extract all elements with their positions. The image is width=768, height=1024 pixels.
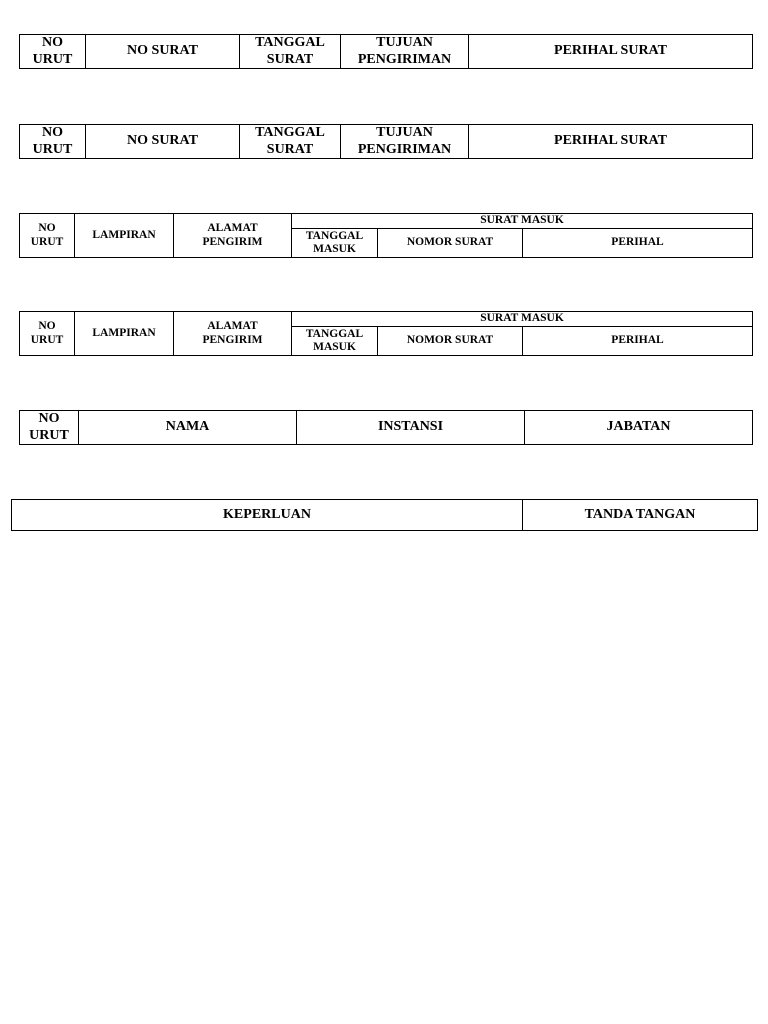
header-keperluan: KEPERLUAN bbox=[12, 500, 523, 531]
header-no-urut: NO URUT bbox=[20, 214, 75, 258]
header-lampiran: LAMPIRAN bbox=[75, 214, 174, 258]
header-no-surat: NO SURAT bbox=[86, 125, 240, 159]
surat-keluar-table-1 bbox=[19, 34, 753, 69]
header-no-urut: NO URUT bbox=[20, 312, 75, 356]
header-jabatan: JABATAN bbox=[525, 411, 753, 445]
header-no-urut: NO URUT bbox=[20, 411, 79, 445]
header-nama: NAMA bbox=[79, 411, 297, 445]
header-lampiran: LAMPIRAN bbox=[75, 312, 174, 356]
header-no-urut: NO URUT bbox=[20, 35, 86, 69]
header-instansi: INSTANSI bbox=[297, 411, 525, 445]
header-perihal-surat: PERIHAL SURAT bbox=[469, 125, 753, 159]
header-row bbox=[20, 125, 753, 159]
tamu-table bbox=[19, 410, 753, 445]
header-tujuan-pengiriman: TUJUAN PENGIRIMAN bbox=[341, 125, 469, 159]
header-surat-masuk-group: SURAT MASUK bbox=[292, 214, 753, 229]
header-row bbox=[20, 214, 753, 229]
header-no-urut: NO URUT bbox=[20, 125, 86, 159]
header-alamat-pengirim: ALAMAT PENGIRIM bbox=[174, 312, 292, 356]
header-no-surat: NO SURAT bbox=[86, 35, 240, 69]
header-tanggal-masuk: TANGGAL MASUK bbox=[292, 327, 378, 356]
surat-masuk-table-1 bbox=[19, 213, 753, 258]
header-row bbox=[12, 500, 758, 531]
surat-keluar-table-2 bbox=[19, 124, 753, 159]
header-row bbox=[20, 411, 753, 445]
header-row bbox=[20, 312, 753, 327]
header-tanda-tangan: TANDA TANGAN bbox=[523, 500, 758, 531]
header-perihal-surat: PERIHAL SURAT bbox=[469, 35, 753, 69]
header-perihal: PERIHAL bbox=[523, 229, 753, 258]
keperluan-table bbox=[11, 499, 758, 531]
header-alamat-pengirim: ALAMAT PENGIRIM bbox=[174, 214, 292, 258]
surat-masuk-table-2 bbox=[19, 311, 753, 356]
header-nomor-surat: NOMOR SURAT bbox=[378, 327, 523, 356]
header-surat-masuk-group: SURAT MASUK bbox=[292, 312, 753, 327]
header-nomor-surat: NOMOR SURAT bbox=[378, 229, 523, 258]
header-row bbox=[20, 35, 753, 69]
header-tanggal-masuk: TANGGAL MASUK bbox=[292, 229, 378, 258]
header-perihal: PERIHAL bbox=[523, 327, 753, 356]
header-tanggal-surat: TANGGAL SURAT bbox=[240, 125, 341, 159]
header-tanggal-surat: TANGGAL SURAT bbox=[240, 35, 341, 69]
header-tujuan-pengiriman: TUJUAN PENGIRIMAN bbox=[341, 35, 469, 69]
